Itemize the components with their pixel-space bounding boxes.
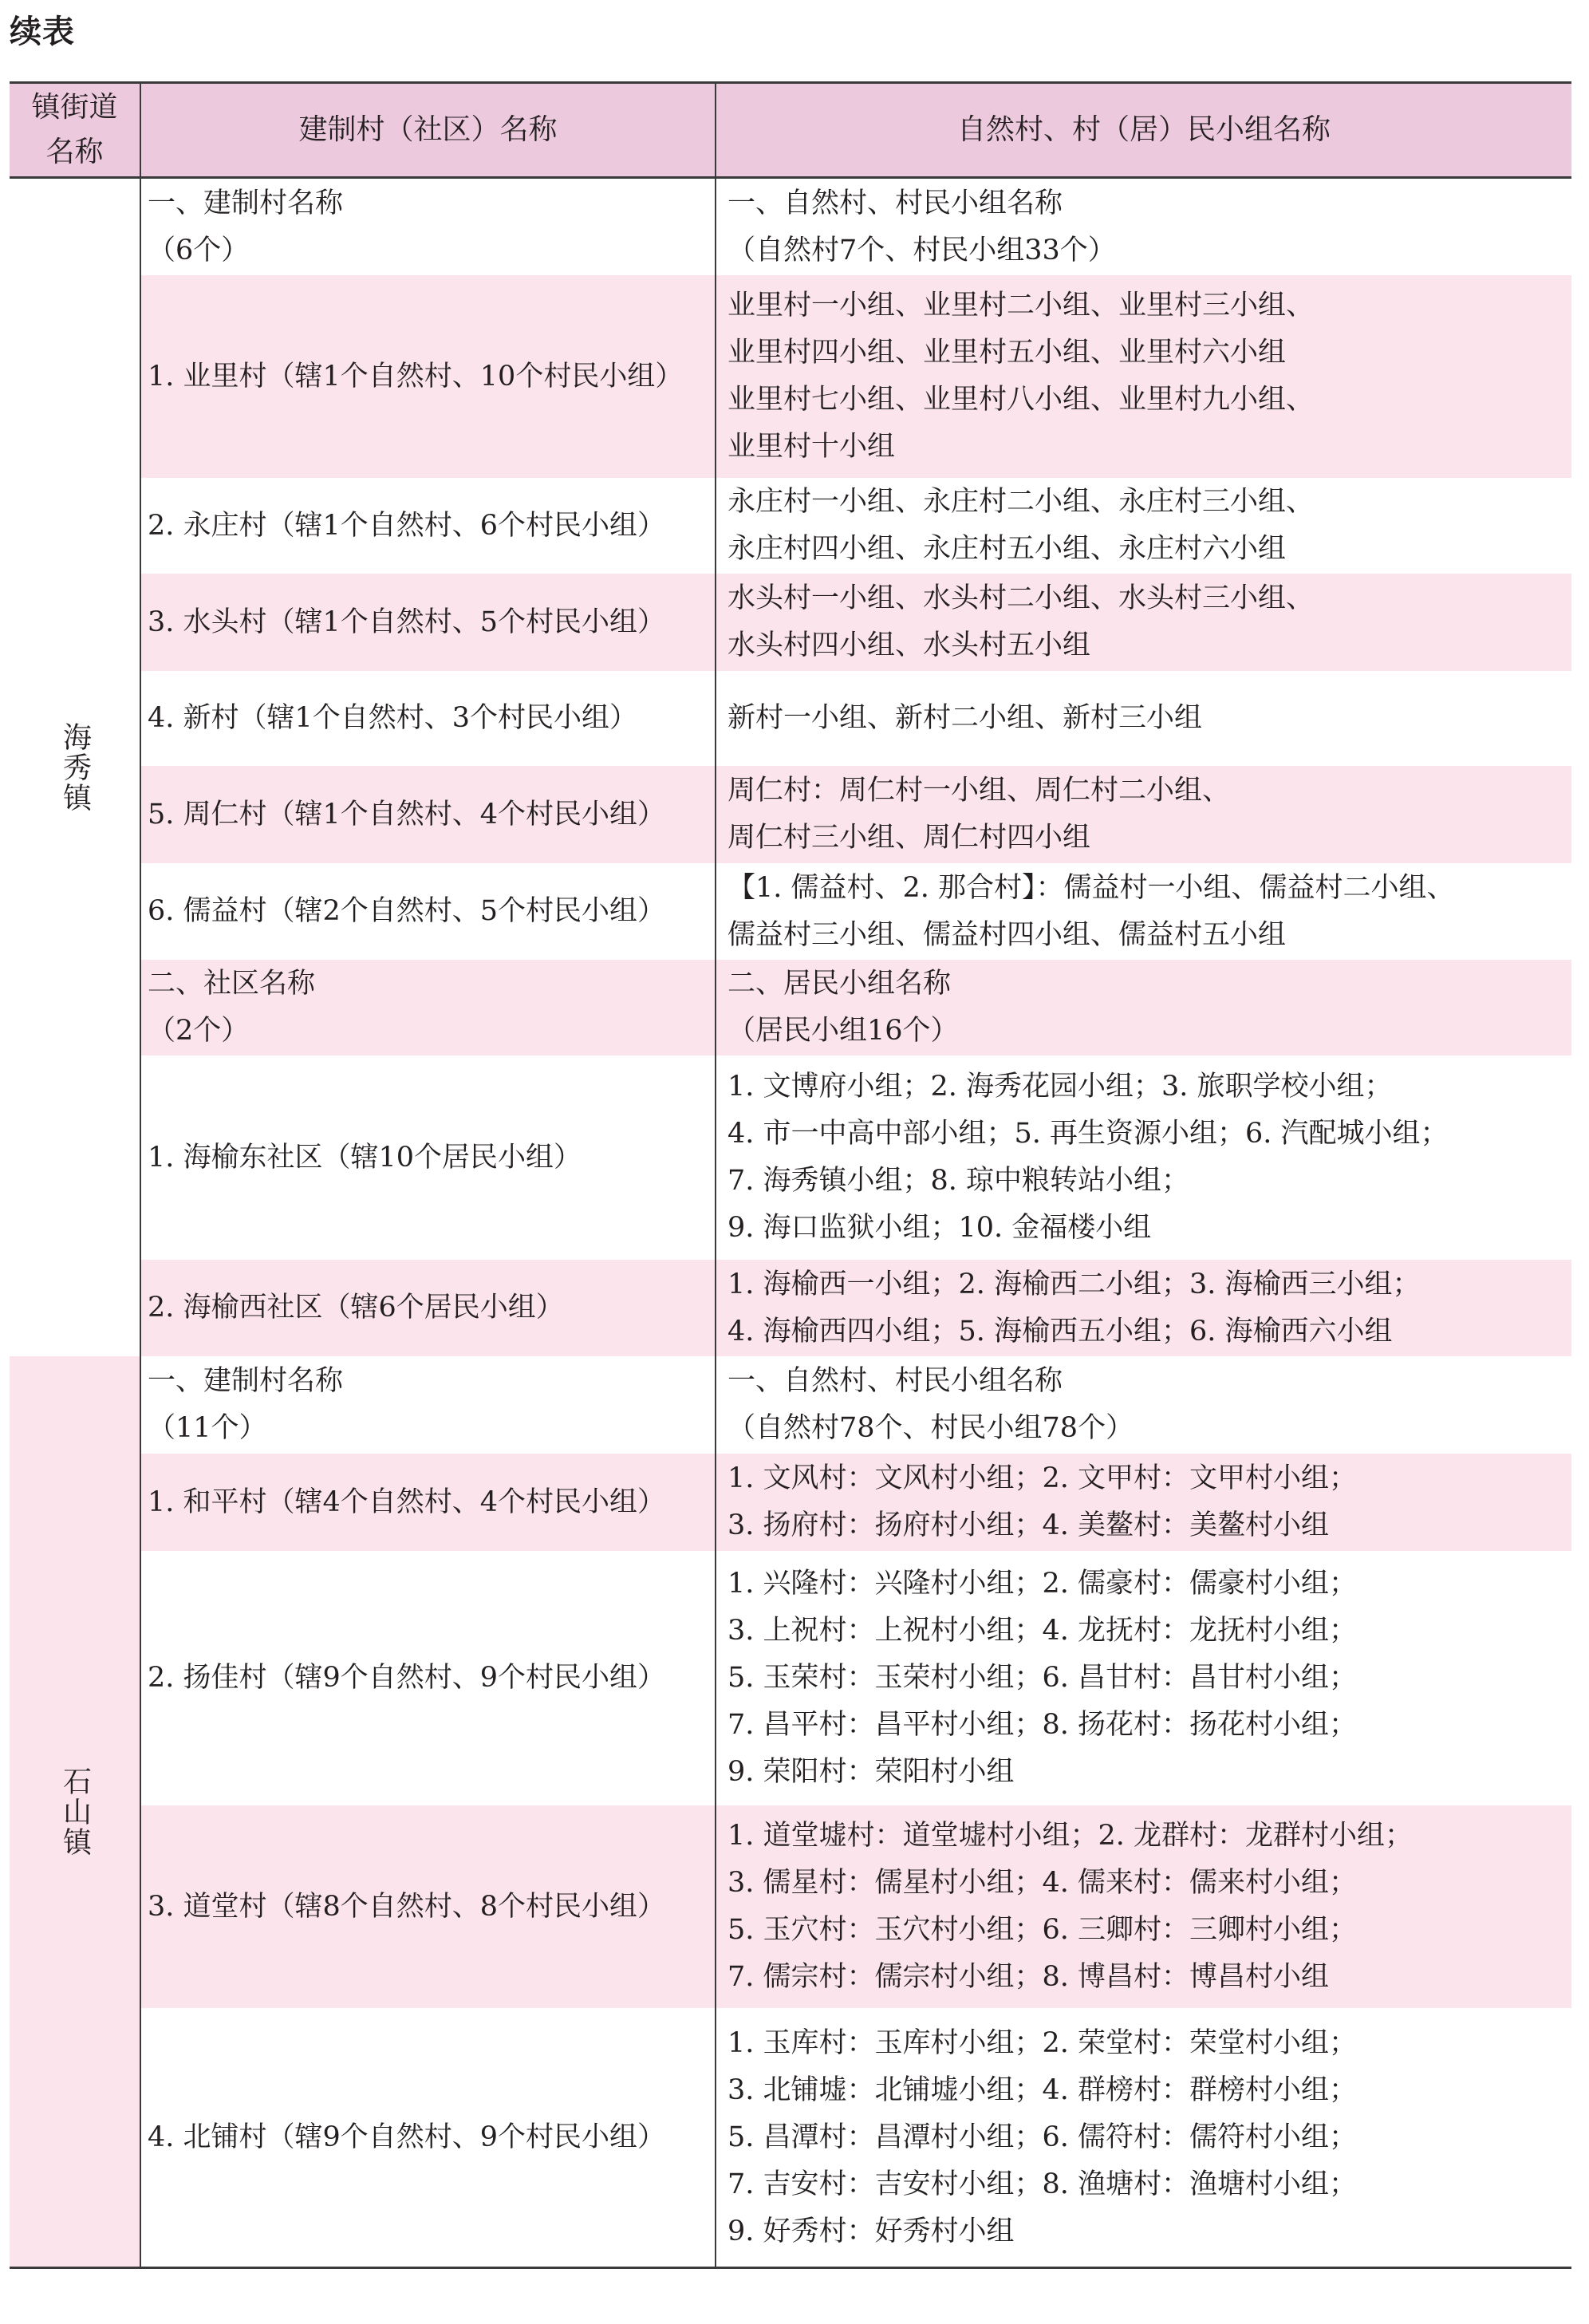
cell-line: 一、自然村、村民小组名称 xyxy=(727,187,1063,219)
header-town-line2: 名称 xyxy=(45,136,104,168)
table-row xyxy=(141,1454,1571,1551)
cell-line: 1. 玉库村：玉库村小组；2. 荣堂村：荣堂村小组； xyxy=(727,2026,1358,2059)
cell-line: 2. 海榆西社区（辖6个居民小组） xyxy=(148,1292,564,1324)
cell-line: 水头村一小组、水头村二小组、水头村三小组、 xyxy=(727,582,1315,614)
natural-village-cell xyxy=(727,1805,1565,2008)
table-row xyxy=(141,2008,1571,2267)
cell-line: 业里村七小组、业里村八小组、业里村九小组、 xyxy=(727,384,1315,416)
table-row xyxy=(141,478,1571,574)
table-bottom-rule xyxy=(10,2267,1571,2269)
cell-line: 业里村四小组、业里村五小组、业里村六小组 xyxy=(727,337,1287,369)
cell-line: （2个） xyxy=(148,1015,250,1047)
cell-line: 业里村十小组 xyxy=(727,431,896,463)
natural-village-cell xyxy=(727,1551,1565,1805)
admin-village-cell xyxy=(148,1805,706,2008)
table-row xyxy=(141,1055,1571,1260)
divider-col1 xyxy=(140,81,141,2268)
natural-village-cell xyxy=(727,1260,1565,1356)
table-row xyxy=(141,671,1571,766)
natural-village-cell xyxy=(727,179,1565,275)
cell-line: 业里村一小组、业里村二小组、业里村三小组、 xyxy=(727,290,1315,322)
cell-line: 3. 北铺墟：北铺墟小组；4. 群榜村：群榜村小组； xyxy=(727,2073,1358,2106)
cell-line: 周仁村：周仁村一小组、周仁村二小组、 xyxy=(727,775,1231,807)
cell-line: 3. 水头村（辖1个自然村、5个村民小组） xyxy=(148,606,666,638)
town-name: 石山镇 xyxy=(58,1766,92,1857)
cell-line: 2. 永庄村（辖1个自然村、6个村民小组） xyxy=(148,509,666,542)
admin-village-cell xyxy=(148,1454,706,1551)
town-cell xyxy=(10,1356,140,2267)
table-row xyxy=(141,179,1571,275)
admin-village-cell xyxy=(148,179,706,275)
cell-line: 3. 儒星村：儒星村小组；4. 儒来村：儒来村小组； xyxy=(727,1867,1358,1899)
cell-line: 7. 吉安村：吉安村小组；8. 渔塘村：渔塘村小组； xyxy=(727,2168,1358,2200)
town-name: 海秀镇 xyxy=(58,722,92,813)
cell-line: 1. 海榆东社区（辖10个居民小组） xyxy=(148,1141,582,1174)
cell-line: 【1. 儒益村、2. 那合村】：儒益村一小组、儒益村二小组、 xyxy=(727,871,1455,904)
cell-line: 3. 上祝村：上祝村小组；4. 龙抚村：龙抚村小组； xyxy=(727,1615,1358,1647)
cell-line: 1. 道堂墟村：道堂墟村小组；2. 龙群村：龙群村小组； xyxy=(727,1820,1414,1852)
cell-line: 7. 昌平村：昌平村小组；8. 扬花村：扬花村小组； xyxy=(727,1709,1358,1741)
natural-village-cell xyxy=(727,863,1565,960)
admin-village-cell xyxy=(148,671,706,766)
page-title: 续表 xyxy=(10,14,75,50)
cell-line: 5. 玉荣村：玉荣村小组；6. 昌甘村：昌甘村小组； xyxy=(727,1662,1358,1694)
table-header xyxy=(10,81,1571,179)
admin-village-cell xyxy=(148,1356,706,1454)
admin-village-cell xyxy=(148,960,706,1055)
cell-line: 7. 海秀镇小组；8. 琼中粮转站小组； xyxy=(727,1165,1190,1197)
cell-line: 一、自然村、村民小组名称 xyxy=(727,1365,1063,1397)
cell-line: 二、社区名称 xyxy=(148,968,316,1000)
table-row xyxy=(141,960,1571,1055)
table-row xyxy=(141,574,1571,671)
admin-village-cell xyxy=(148,2008,706,2267)
cell-line: （居民小组16个） xyxy=(727,1015,959,1047)
cell-line: 永庄村一小组、永庄村二小组、永庄村三小组、 xyxy=(727,486,1315,518)
admin-village-cell xyxy=(148,478,706,574)
cell-line: 5. 周仁村（辖1个自然村、4个村民小组） xyxy=(148,798,666,831)
cell-line: 7. 儒宗村：儒宗村小组；8. 博昌村：博昌村小组 xyxy=(727,1961,1330,1993)
natural-village-cell xyxy=(727,960,1565,1055)
cell-line: （自然村78个、村民小组78个） xyxy=(727,1412,1134,1444)
cell-line: 9. 好秀村：好秀村小组 xyxy=(727,2215,1015,2247)
cell-line: 2. 扬佳村（辖9个自然村、9个村民小组） xyxy=(148,1662,666,1694)
admin-village-cell xyxy=(148,275,706,478)
cell-line: 4. 新村（辖1个自然村、3个村民小组） xyxy=(148,702,638,734)
table-row xyxy=(141,1260,1571,1356)
admin-village-cell xyxy=(148,1551,706,1805)
cell-line: 6. 儒益村（辖2个自然村、5个村民小组） xyxy=(148,895,666,927)
cell-line: 二、居民小组名称 xyxy=(727,968,952,1000)
table-row xyxy=(141,1551,1571,1805)
admin-village-cell xyxy=(148,766,706,863)
cell-line: 1. 文风村：文风村小组；2. 文甲村：文甲村小组； xyxy=(727,1462,1358,1494)
cell-line: 1. 文博府小组；2. 海秀花园小组；3. 旅职学校小组； xyxy=(727,1071,1393,1103)
natural-village-cell xyxy=(727,478,1565,574)
table-row xyxy=(141,1356,1571,1454)
cell-line: 1. 和平村（辖4个自然村、4个村民小组） xyxy=(148,1486,666,1518)
header-town xyxy=(10,84,140,176)
natural-village-cell xyxy=(727,1454,1565,1551)
natural-village-cell xyxy=(727,766,1565,863)
cell-line: 3. 道堂村（辖8个自然村、8个村民小组） xyxy=(148,1890,666,1923)
cell-line: （自然村7个、村民小组33个） xyxy=(727,234,1116,266)
cell-line: 1. 海榆西一小组；2. 海榆西二小组；3. 海榆西三小组； xyxy=(727,1268,1421,1300)
admin-village-cell xyxy=(148,1055,706,1260)
cell-line: 儒益村三小组、儒益村四小组、儒益村五小组 xyxy=(727,918,1287,951)
table-row xyxy=(141,275,1571,478)
cell-line: 1. 业里村（辖1个自然村、10个村民小组） xyxy=(148,360,684,393)
table-row xyxy=(141,766,1571,863)
cell-line: 1. 兴隆村：兴隆村小组；2. 儒豪村：儒豪村小组； xyxy=(727,1568,1358,1600)
natural-village-cell xyxy=(727,671,1565,766)
header-town-line1: 镇街道 xyxy=(31,91,118,124)
table-row xyxy=(141,863,1571,960)
cell-line: 一、建制村名称 xyxy=(148,187,344,219)
cell-line: 水头村四小组、水头村五小组 xyxy=(727,629,1091,661)
natural-village-cell xyxy=(727,2008,1565,2267)
admin-village-cell xyxy=(148,1260,706,1356)
cell-line: 9. 海口监狱小组；10. 金福楼小组 xyxy=(727,1212,1152,1244)
table-row xyxy=(141,1805,1571,2008)
town-cell xyxy=(10,179,140,1356)
cell-line: 5. 昌潭村：昌潭村小组；6. 儒符村：儒符村小组； xyxy=(727,2121,1358,2153)
header-admin-village: 建制村（社区）名称 xyxy=(298,113,558,146)
cell-line: 3. 扬府村：扬府村小组；4. 美鳌村：美鳌村小组 xyxy=(727,1509,1330,1541)
header-natural-village: 自然村、村（居）民小组名称 xyxy=(956,113,1331,146)
cell-line: 9. 荣阳村：荣阳村小组 xyxy=(727,1756,1015,1788)
cell-line: 周仁村三小组、周仁村四小组 xyxy=(727,822,1091,854)
cell-line: （11个） xyxy=(148,1412,267,1444)
cell-line: 4. 北铺村（辖9个自然村、9个村民小组） xyxy=(148,2121,666,2153)
admin-village-cell xyxy=(148,863,706,960)
cell-line: 永庄村四小组、永庄村五小组、永庄村六小组 xyxy=(727,533,1287,565)
admin-village-cell xyxy=(148,574,706,671)
cell-line: 新村一小组、新村二小组、新村三小组 xyxy=(727,702,1203,734)
cell-line: 5. 玉穴村：玉穴村小组；6. 三卿村：三卿村小组； xyxy=(727,1914,1358,1946)
cell-line: 一、建制村名称 xyxy=(148,1365,344,1397)
natural-village-cell xyxy=(727,1356,1565,1454)
cell-line: 4. 市一中高中部小组；5. 再生资源小组；6. 汽配城小组； xyxy=(727,1118,1449,1150)
divider-col2 xyxy=(715,81,716,2268)
natural-village-cell xyxy=(727,574,1565,671)
cell-line: 4. 海榆西四小组；5. 海榆西五小组；6. 海榆西六小组 xyxy=(727,1315,1393,1347)
cell-line: （6个） xyxy=(148,234,250,266)
natural-village-cell xyxy=(727,275,1565,478)
natural-village-cell xyxy=(727,1055,1565,1260)
